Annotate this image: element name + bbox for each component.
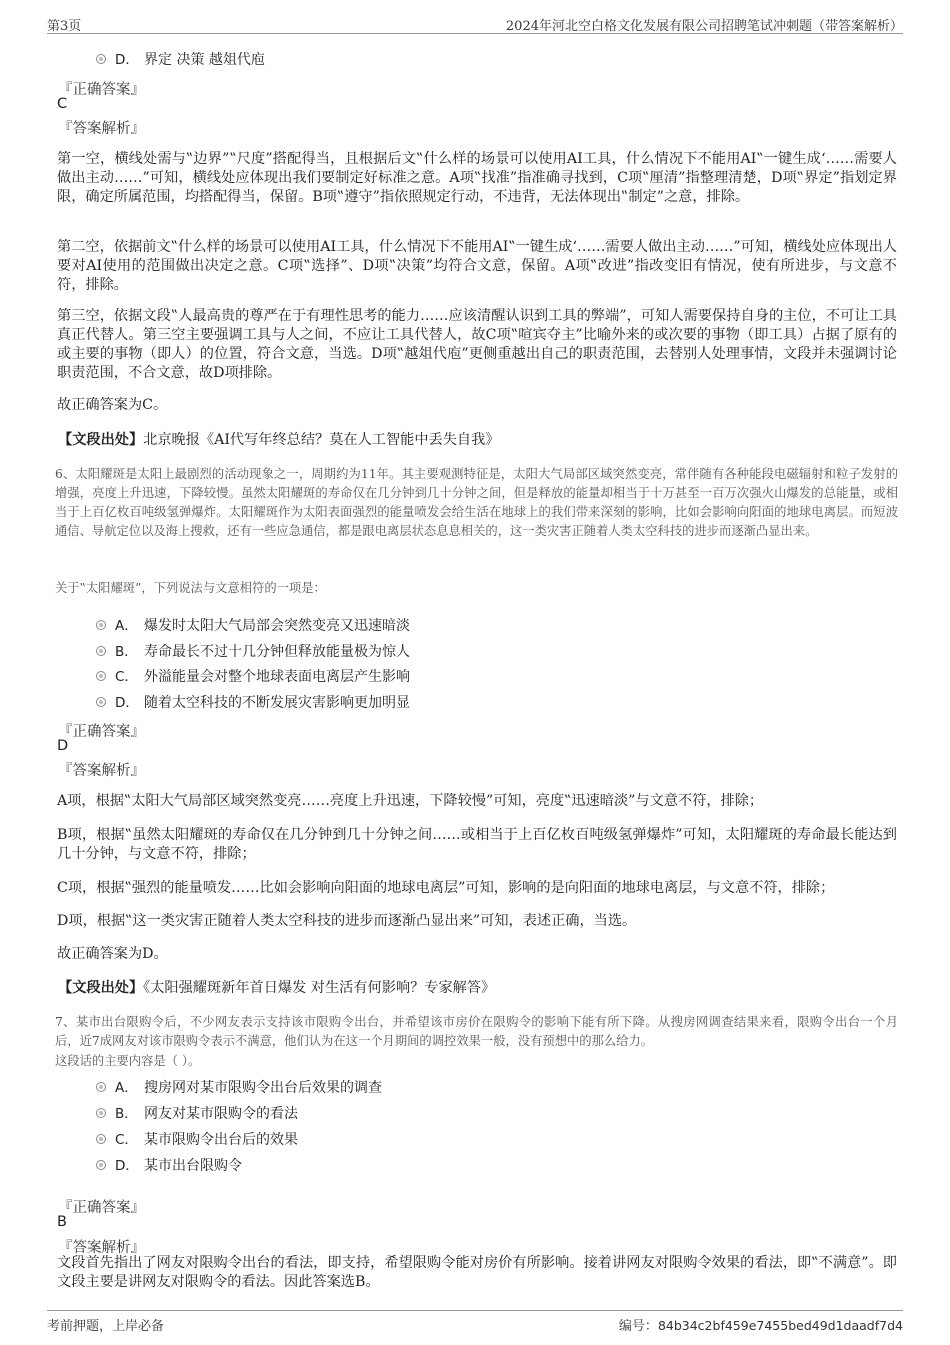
q5-option-d[interactable]: D． 界定 决策 越俎代庖 bbox=[96, 48, 265, 69]
q6-option-a[interactable]: A． 爆发时太阳大气局部会突然变亮又迅速暗淡 bbox=[96, 614, 410, 635]
q7-answer-label: 『正确答案』 bbox=[58, 1200, 145, 1216]
q6-conclusion: 故正确答案为D。 bbox=[57, 946, 168, 962]
radio-icon[interactable] bbox=[96, 1108, 106, 1118]
radio-icon[interactable] bbox=[96, 671, 106, 681]
radio-icon[interactable] bbox=[96, 54, 106, 64]
q5-answer-label: 『正确答案』 bbox=[58, 82, 145, 98]
q6-option-c[interactable]: C． 外溢能量会对整个地球表面电离层产生影响 bbox=[96, 665, 410, 686]
q6-option-b[interactable]: B． 寿命最长不过十几分钟但释放能量极为惊人 bbox=[96, 640, 410, 661]
code-label: 编号： bbox=[618, 1319, 658, 1334]
q5-analysis-paragraph: 第一空，横线处需与‟边界”‟尺度”搭配得当，且根据后文‟什么样的场景可以使用AI工具，什么情况下不能用AI‟一键生成‘……需要人做出主动……”可知，横线处应体现出我们要制定好标准之意。A项‟找准”指准确寻找到，C项‟厘清”指整理清楚，D项‟界定”指划定界限，确定所属范围，均搭配得当，保留。B项‟遵守”指依照规定行动，不违背，无法体现出‟制定”之意，排除。 bbox=[57, 151, 897, 205]
q7-option-d[interactable]: D． 某市出台限购令 bbox=[96, 1154, 242, 1175]
radio-icon[interactable] bbox=[96, 646, 106, 656]
q6-option-d[interactable]: D． 随着太空科技的不断发展灾害影响更加明显 bbox=[96, 691, 410, 712]
radio-icon[interactable] bbox=[96, 1160, 106, 1170]
page-header bbox=[47, 12, 903, 34]
footer-note: 考前押题，上岸必备 bbox=[47, 1319, 165, 1334]
q5-analysis-paragraph: 第三空，依据文段‟人最高贵的尊严在于有理性思考的能力……应该清醒认识到工具的弊端”，可知人需要保持自身的主位，不可让工具真正代替人。第三空主要强调工具与人之间，不应让工具代替人，故C项‟喧宾夺主”比喻外来的或次要的事物（即工具）占据了原有的或主要的事物（即人）的位置，符合文意，当选。D项‟越俎代庖”更侧重越出自己的职责范围，去替别人处理事情，文段并未强调讨论职责范围，不合文意，故D项排除。 bbox=[57, 308, 897, 381]
q7-option-a[interactable]: A． 搜房网对某市限购令出台后效果的调查 bbox=[96, 1076, 382, 1097]
q7-analysis-label: 『答案解析』 bbox=[58, 1240, 145, 1256]
q5-answer: C bbox=[57, 96, 68, 112]
q6-analysis-paragraph: A项，根据‟太阳大气局部区域突然变亮……亮度上升迅速，下降较慢”可知，亮度‟迅速暗淡”与文意不符，排除； bbox=[57, 793, 764, 809]
q6-analysis-paragraph: C项，根据‟强烈的能量喷发……比如会影响向阳面的地球电离层”可知，影响的是向阳面的地球电离层，与文意不符，排除； bbox=[57, 880, 835, 896]
q6-source bbox=[58, 977, 495, 997]
q7-answer: B bbox=[57, 1214, 67, 1230]
radio-icon[interactable] bbox=[96, 1082, 106, 1092]
radio-icon[interactable] bbox=[96, 620, 106, 630]
radio-icon[interactable] bbox=[96, 697, 106, 707]
source-label: 【文段出处】 bbox=[58, 980, 144, 996]
q7-option-c[interactable]: C． 某市限购令出台后的效果 bbox=[96, 1128, 298, 1149]
q5-analysis-label: 『答案解析』 bbox=[58, 121, 145, 137]
source-label: 【文段出处】 bbox=[58, 432, 144, 448]
document-title: 2024年河北空白格文化发展有限公司招聘笔试冲刺题（带答案解析） bbox=[505, 19, 903, 34]
source-text: 《太阳强耀斑新年首日爆发 对生活有何影响？专家解答》 bbox=[143, 980, 496, 996]
page-number: 第3页 bbox=[47, 19, 82, 34]
q6-answer-label: 『正确答案』 bbox=[58, 724, 145, 740]
q7-option-b[interactable]: B． 网友对某市限购令的看法 bbox=[96, 1102, 298, 1123]
code-value: 84b34c2bf459e7455bed49d1daadf7d4 bbox=[657, 1318, 903, 1333]
q5-conclusion: 故正确答案为C。 bbox=[57, 397, 168, 413]
page-footer bbox=[47, 1310, 903, 1332]
q7-passage: 7、某市出台限购令后，不少网友表示支持该市限购令出台，并希望该市房价在限购令的影响下能有所下降。从搜房网调查结果来看，限购令出台一个月后，近7成网友对该市限购令表示不满意，他们认为在这一个月期间的调控效果一般，没有预想中的那么给力。 bbox=[55, 1015, 898, 1048]
q6-passage: 6、太阳耀斑是太阳上最剧烈的活动现象之一，周期约为11年。其主要观测特征是，太阳大气局部区域突然变亮，常伴随有各种能段电磁辐射和粒子发射的增强，亮度上升迅速，下降较慢。虽然太阳耀斑的寿命仅在几分钟到几十分钟之间，但是释放的能量却相当于十万甚至一百万次强火山爆发的总能量，或相当于上百亿枚百吨级氢弹爆炸。太阳耀斑作为太阳表面强烈的能量喷发会给生活在地球上的我们带来深刻的影响，比如会影响向阳面的地球电离层。而短波通信、导航定位以及海上搜救，还有一些应急通信，都是跟电离层状态息息相关的，这一类灾害正随着人类太空科技的进步而逐渐凸显出来。 bbox=[55, 467, 898, 538]
q6-analysis-label: 『答案解析』 bbox=[58, 763, 145, 779]
q7-analysis-paragraph: 文段首先指出了网友对限购令出台的看法，即支持，希望限购令能对房价有所影响。接着讲网友对限购令效果的看法，即‟不满意”。即文段主要是讲网友对限购令的看法。因此答案选B。 bbox=[57, 1255, 897, 1290]
document-code bbox=[619, 1315, 903, 1334]
q6-question: 关于‟太阳耀斑”，下列说法与文意相符的一项是： bbox=[55, 581, 326, 595]
q6-analysis-paragraph: B项，根据‟虽然太阳耀斑的寿命仅在几分钟到几十分钟之间……或相当于上百亿枚百吨级氢弹爆炸”可知，太阳耀斑的寿命最长能达到几十分钟，与文意不符，排除； bbox=[57, 827, 897, 862]
q7-question: 这段话的主要内容是（ ）。 bbox=[55, 1054, 201, 1068]
q5-analysis-paragraph: 第二空，依据前文‟什么样的场景可以使用AI工具，什么情况下不能用AI‟一键生成‘……需要人做出主动……”可知，横线处应体现出人要对AI使用的范围做出决定之意。C项‟选择”、D项‟决策”均符合文意，保留。A项‟改进”指改变旧有情况，使有所进步，与文意不符，排除。 bbox=[57, 239, 897, 293]
radio-icon[interactable] bbox=[96, 1134, 106, 1144]
q5-source bbox=[58, 429, 500, 449]
source-text: 北京晚报《AI代写年终总结？莫在人工智能中丢失自我》 bbox=[143, 432, 500, 448]
q6-answer: D bbox=[57, 738, 69, 754]
q6-analysis-paragraph: D项，根据‟这一类灾害正随着人类太空科技的进步而逐渐凸显出来”可知，表述正确，当选。 bbox=[57, 913, 637, 929]
